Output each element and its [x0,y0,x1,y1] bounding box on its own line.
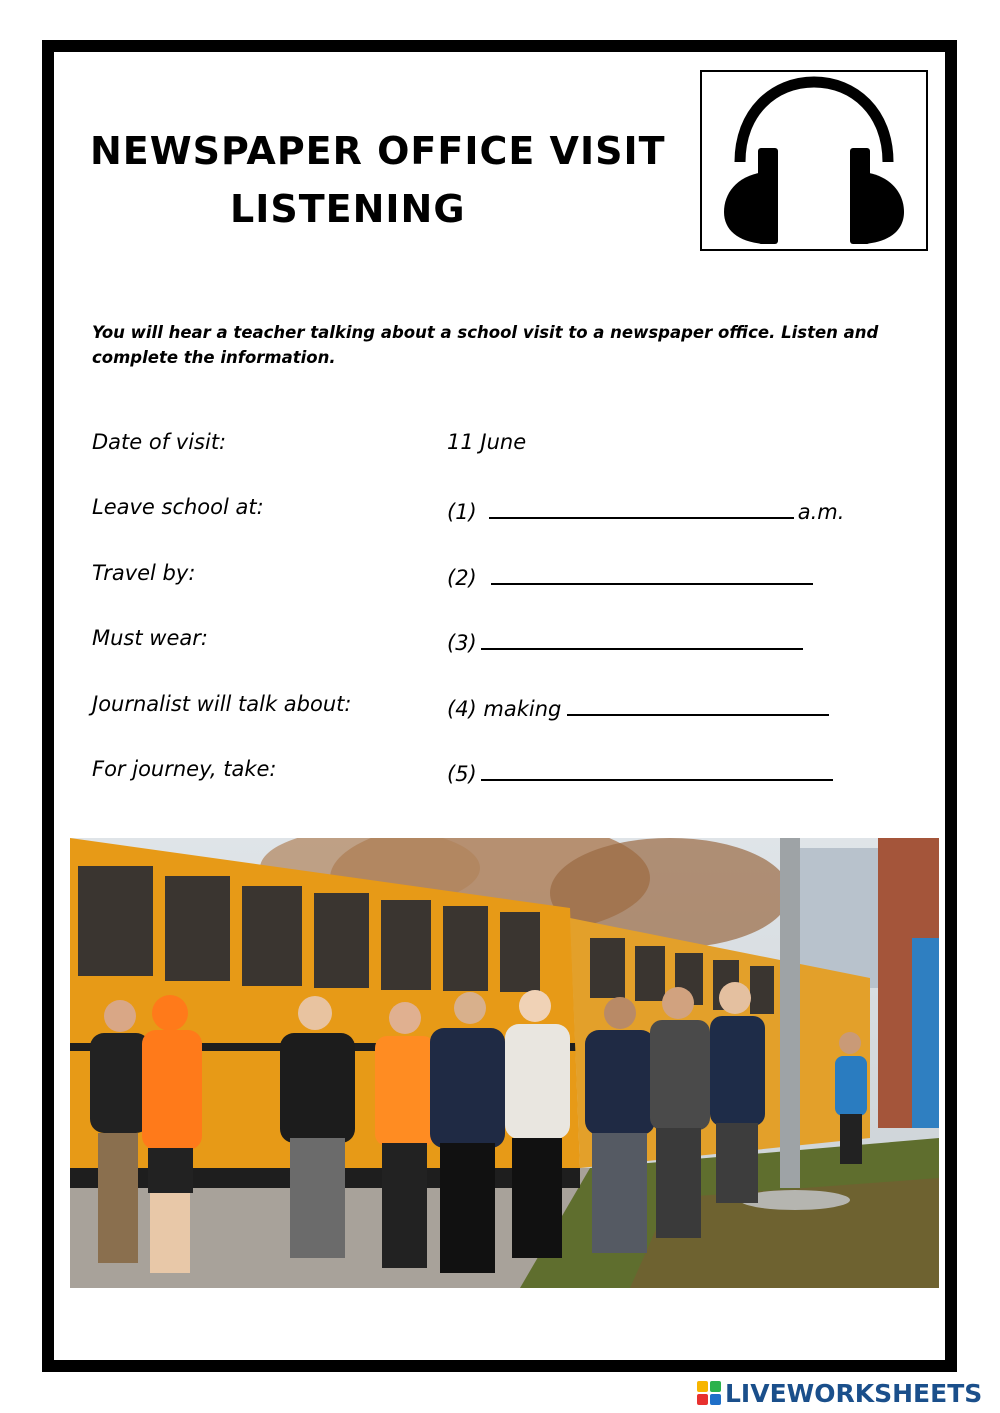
liveworksheets-logo-icon [697,1381,721,1405]
answer-number: (5) [447,762,477,786]
row-label: Must wear: [92,626,208,650]
answer-number: (1) [447,500,477,524]
answer-value: 11 June [447,430,527,454]
liveworksheets-brand-text: LIVEWORKSHEETS [725,1378,983,1408]
row-must-wear [92,626,912,660]
instructions-text: You will hear a teacher talking about a school visit to a newspaper office. Listen and complete the information. [92,323,879,367]
row-label: Date of visit: [92,430,227,454]
row-leave-school [92,495,912,529]
row-answer [447,757,837,786]
answer-blank-4[interactable] [567,692,829,716]
row-answer [447,561,817,590]
row-answer [447,692,833,721]
answer-prefix: (4) making [447,697,562,721]
headphones-icon [702,72,926,249]
answer-number: (3) [447,631,477,655]
row-journey-take [92,757,912,791]
answer-number: (2) [447,566,477,590]
title-line-2: LISTENING [230,187,466,231]
answer-blank-5[interactable] [481,757,833,781]
row-journalist-topic [92,692,912,726]
row-answer [447,626,807,655]
answer-blank-3[interactable] [481,626,803,650]
row-answer [447,430,526,454]
answer-blank-2[interactable] [491,561,813,585]
answer-blank-1[interactable] [489,495,794,519]
row-label: For journey, take: [92,757,277,781]
school-bus-students-photo [70,838,939,1288]
worksheet-title [90,122,670,238]
title-line-1: NEWSPAPER OFFICE VISIT [90,129,666,173]
row-label: Leave school at: [92,495,264,519]
row-label: Travel by: [92,561,196,585]
row-label: Journalist will talk about: [92,692,352,716]
headphones-icon-box [700,70,928,251]
row-date-of-visit [92,430,912,464]
row-answer [447,495,844,524]
liveworksheets-logo [697,1378,982,1408]
answer-unit: a.m. [797,500,845,524]
row-travel-by [92,561,912,595]
